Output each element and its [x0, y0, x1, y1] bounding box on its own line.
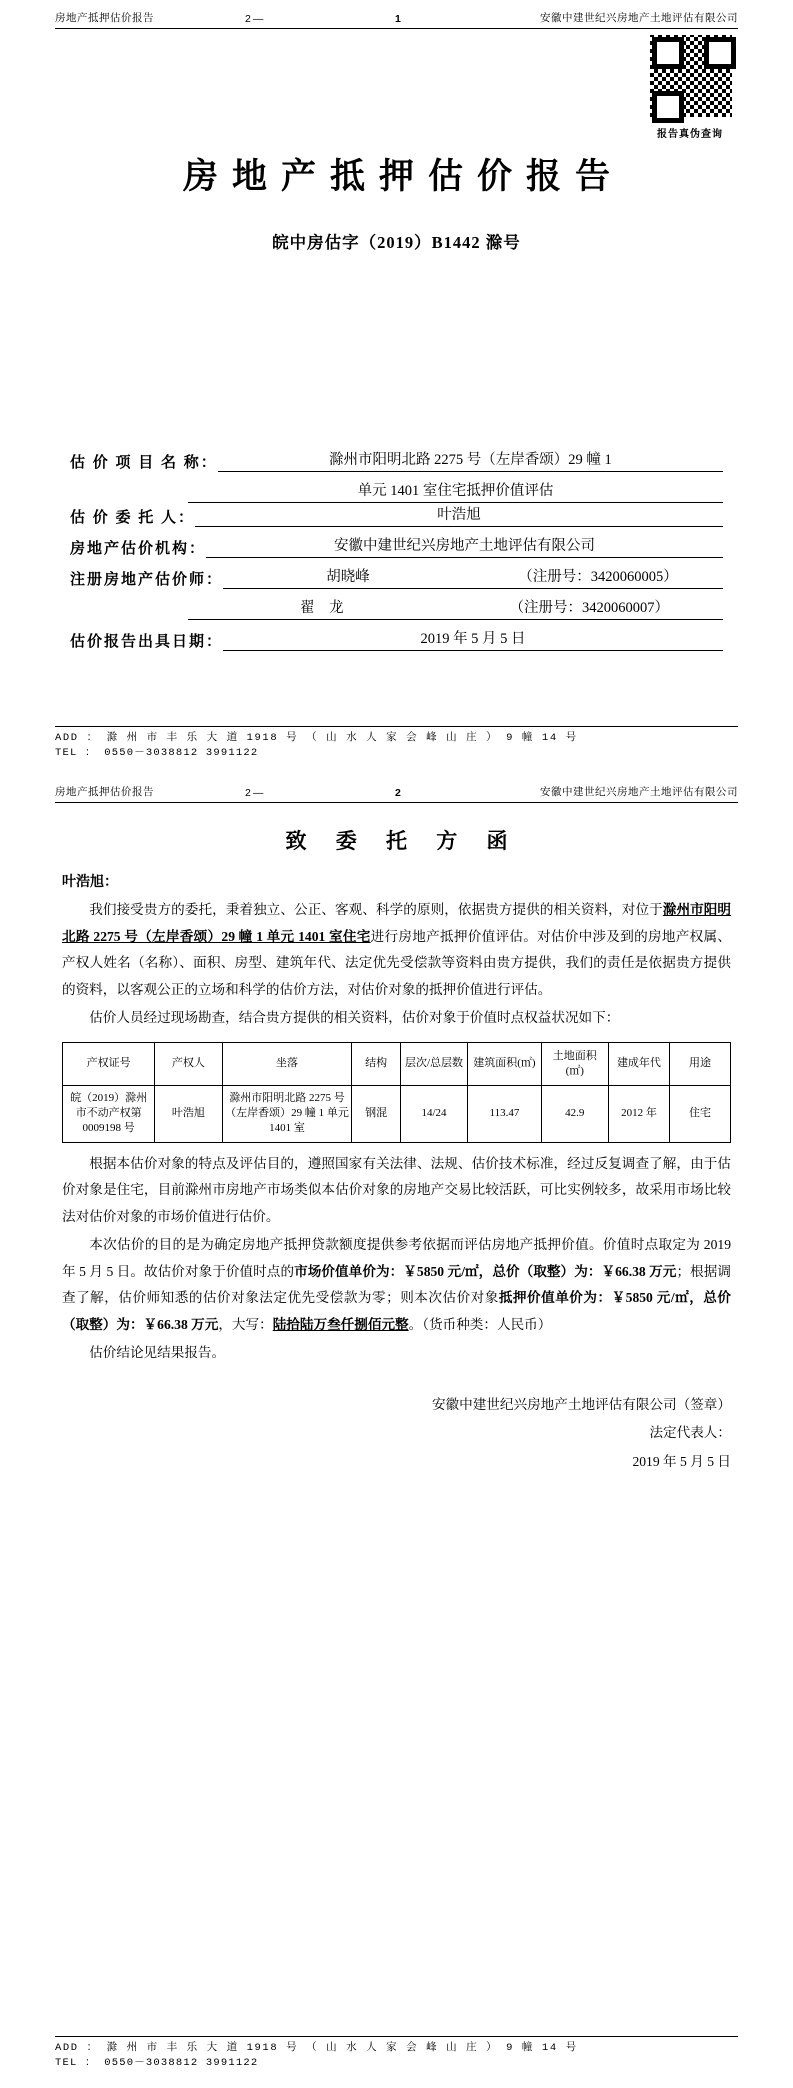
field-project-name — [70, 448, 723, 472]
running-footer-1 — [55, 726, 738, 763]
letter-paragraph-2: 估价人员经过现场勘查，结合贵方提供的相关资料，估价对象于价值时点权益状况如下： — [89, 1010, 620, 1025]
header-doc-name: 房地产抵押估价报告 — [55, 786, 154, 798]
header-doc-name: 房地产抵押估价报告 — [55, 12, 154, 24]
field-appraiser-2 — [70, 596, 723, 620]
th-owner: 产权人 — [155, 1042, 222, 1085]
footer-address: ADD ： 滁 州 市 丰 乐 大 道 1918 号 （ 山 水 人 家 会 峰 山 庄 ） 9 幢 14 号 — [55, 2041, 578, 2054]
p4-amount-words: 陆拾陆万叁仟捌佰元整 — [272, 1316, 409, 1332]
cell-build-area: 113.47 — [468, 1085, 542, 1142]
th-year: 建成年代 — [608, 1042, 669, 1085]
appraiser-reg-no: （注册号：3420060005） — [473, 565, 723, 589]
p4-mortgage-value: 抵押价值单价为：￥5850 元/㎡，总价（取整）为：￥66.38 万元 — [62, 1290, 731, 1332]
cell-cert: 皖（2019）滁州市不动产权第 0009198 号 — [63, 1085, 155, 1142]
letter-paragraph-5: 估价结论见结果报告。 — [89, 1345, 226, 1360]
cell-structure: 钢混 — [352, 1085, 400, 1142]
signoff-date: 2019 年 5 月 5 日 — [632, 1453, 731, 1469]
field-label: 估价报告出具日期： — [70, 634, 224, 650]
letter-addressee: 叶浩旭： — [62, 875, 118, 890]
field-label: 估 价 项 目 名 称： — [70, 455, 218, 471]
p4-part-e: ，大写： — [218, 1316, 273, 1332]
table-row — [63, 1085, 731, 1142]
signoff-company: 安徽中建世纪兴房地产土地评估有限公司（签章） — [431, 1396, 731, 1412]
p1-part-c: 进行房地产抵押价值评估。对估价中涉及到的房地产权属、产权人姓名（名称）、面积、房型、建筑年代、法定优先受偿款等资料由贵方提供，我们的责任是依据贵方提供的资料，以客观公正的立场和科学的估价方法，对估价对象的抵押价值进行评估。 — [62, 928, 731, 997]
letter-title: 致 委 托 方 函 — [285, 829, 520, 853]
field-label: 注册房地产估价师： — [70, 572, 224, 588]
signoff-legal-rep: 法定代表人： — [649, 1425, 731, 1441]
footer-tel: TEL ： 0550－3038812 3991122 — [55, 2057, 259, 2070]
letter-section — [0, 770, 793, 1476]
cover-section — [0, 0, 793, 770]
cell-floor: 14/24 — [400, 1085, 467, 1142]
p4-part-c: ；根据调查了解，估价师知悉的估价对象法定优先受偿款为零；则本次估价对象 — [62, 1263, 732, 1305]
cell-use: 住宅 — [669, 1085, 730, 1142]
p1-part-a: 我们接受贵方的委托，秉着独立、公正、客观、科学的原则，依据贵方提供的相关资料，对位于 — [89, 902, 663, 917]
th-use: 用途 — [669, 1042, 730, 1085]
running-header-2 — [55, 784, 738, 803]
cell-owner: 叶浩旭 — [155, 1085, 222, 1142]
footer-address: ADD ： 滁 州 市 丰 乐 大 道 1918 号 （ 山 水 人 家 会 峰 山 庄 ） 9 幢 14 号 — [55, 731, 578, 744]
qrcode-icon[interactable] — [647, 32, 735, 120]
field-value: 叶浩旭 — [195, 503, 723, 527]
p4-part-a: 本次估价的目的是为确定房地产抵押贷款额度提供参考依据而评估房地产抵押价值。价值时点取定为 2019 年 5 月 5 日。故估价对象于价值时点的 — [62, 1237, 731, 1279]
footer-tel: TEL ： 0550－3038812 3991122 — [55, 747, 259, 760]
appraiser-name: 翟 龙 — [188, 596, 456, 620]
page-title: 房地产抵押估价报告 — [182, 157, 624, 196]
property-rights-table — [62, 1042, 731, 1143]
letter-paragraph-4 — [62, 1232, 731, 1338]
p1-subject: 滁州市阳明北路 2275 号（左岸香颂）29 幢 1 单元 1401 室住宅 — [62, 902, 732, 944]
field-value: 2019 年 5 月 5 日 — [223, 627, 723, 651]
signoff-block — [0, 1391, 731, 1477]
p4-market-value: 市场价值单价为：￥5850 元/㎡，总价（取整）为：￥66.38 万元 — [294, 1263, 677, 1279]
field-project-name-cont: 单元 1401 室住宅抵押价值评估 — [188, 479, 723, 503]
field-issue-date — [70, 627, 723, 651]
th-build-area: 建筑面积(㎡) — [468, 1042, 542, 1085]
letter-paragraph-1 — [62, 897, 731, 1003]
table-header-row — [63, 1042, 731, 1085]
field-value: 安徽中建世纪兴房地产土地评估有限公司 — [206, 534, 723, 558]
report-number: 皖中房估字（2019）B1442 滁号 — [272, 233, 521, 252]
qr-caption: 报告真伪查询 — [657, 129, 723, 140]
running-header-1 — [55, 10, 738, 29]
field-appraiser-1 — [70, 565, 723, 589]
letter-body — [62, 871, 731, 1367]
appraiser-reg-no: （注册号：3420060007） — [456, 596, 724, 620]
letter-paragraph-3: 根据本估价对象的特点及评估目的，遵照国家有关法律、法规、估价技术标准，经过反复调查了解，由于估价对象是住宅，目前滁州市房地产市场类似本估价对象的房地产交易比较活跃，可比实例较多，故采用市场比较法对估价对象的市场价值进行估价。 — [62, 1155, 731, 1224]
th-location: 坐落 — [222, 1042, 352, 1085]
cell-location: 滁州市阳明北路 2275 号（左岸香颂）29 幢 1 单元 1401 室 — [222, 1085, 352, 1142]
header-section-mark: 2— — [245, 13, 266, 25]
field-value: 滁州市阳明北路 2275 号（左岸香颂）29 幢 1 — [218, 448, 723, 472]
th-land-area: 土地面积(㎡) — [541, 1042, 608, 1085]
header-section-mark: 2— — [245, 787, 266, 799]
field-label: 估 价 委 托 人： — [70, 510, 196, 526]
header-company: 安徽中建世纪兴房地产土地评估有限公司 — [540, 786, 738, 798]
p4-part-g: 。（货币种类：人民币） — [408, 1316, 552, 1332]
cell-land-area: 42.9 — [541, 1085, 608, 1142]
running-footer-2-wrap — [0, 2036, 793, 2073]
th-floor: 层次/总层数 — [400, 1042, 467, 1085]
th-structure: 结构 — [352, 1042, 400, 1085]
appraiser-name: 胡晓峰 — [223, 565, 473, 589]
header-page-number: 1 — [395, 13, 402, 25]
cover-fields — [70, 448, 723, 651]
cell-year: 2012 年 — [608, 1085, 669, 1142]
field-label: 房地产估价机构： — [70, 541, 207, 557]
header-page-number: 2 — [395, 787, 402, 799]
field-client — [70, 503, 723, 527]
header-company: 安徽中建世纪兴房地产土地评估有限公司 — [540, 12, 738, 24]
th-cert: 产权证号 — [63, 1042, 155, 1085]
field-appraisal-agency — [70, 534, 723, 558]
running-footer-2 — [55, 2036, 738, 2073]
qr-block — [647, 32, 733, 140]
